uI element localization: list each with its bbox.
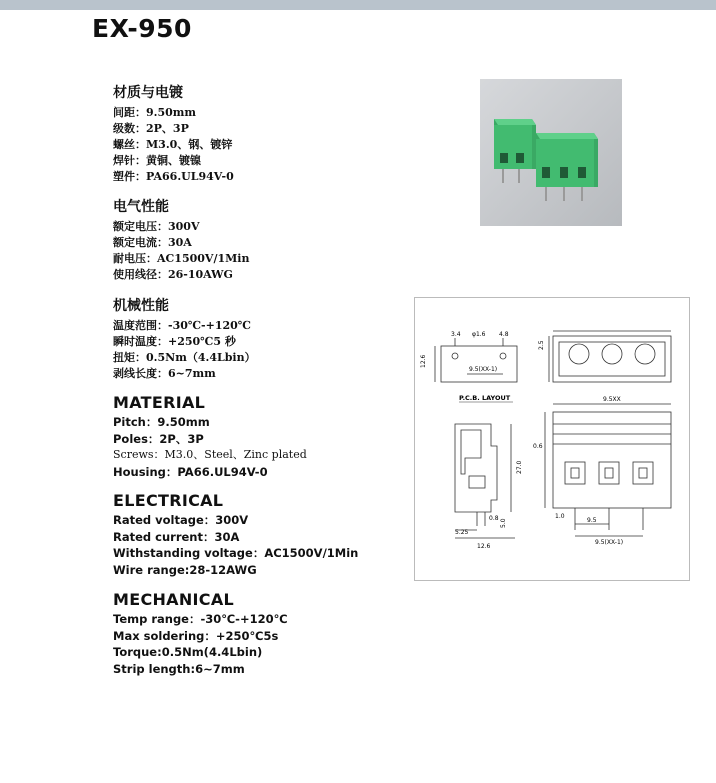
- top-strip: [0, 0, 716, 10]
- pcb-hole: [452, 353, 458, 359]
- en-electrical-line: Rated current：30A: [113, 529, 240, 544]
- en-material-line: Screws：M3.0、Steel、Zinc plated: [113, 448, 307, 461]
- cn-mechanical-section: [113, 295, 256, 382]
- cn-electrical-line: 额定电压：300V: [113, 220, 200, 233]
- cn-material-line: 塑件：PA66.UL94V-0: [113, 170, 234, 183]
- cn-material-line: 螺丝：M3.0、钢、镀锌: [113, 138, 233, 151]
- terminal-slot: [633, 462, 653, 484]
- cn-electrical-section: [113, 196, 249, 283]
- dim-label: 9.5: [587, 517, 597, 524]
- cn-electrical-line: 使用线径：26-10AWG: [113, 268, 233, 281]
- dim-label: φ1.6: [472, 331, 486, 338]
- terminal-slot: [599, 462, 619, 484]
- screw-hole: [635, 344, 655, 364]
- en-electrical-section: [113, 491, 358, 578]
- main-view-outline: [553, 412, 671, 508]
- cn-mechanical-line: 瞬时温度：+250℃5 秒: [113, 335, 236, 348]
- en-material-section: [113, 393, 307, 480]
- en-mechanical-heading: MECHANICAL: [113, 590, 235, 609]
- cn-electrical-heading: 电气性能: [113, 199, 169, 215]
- screw-hole: [569, 344, 589, 364]
- cn-electrical-line: 额定电流：30A: [113, 236, 192, 249]
- cn-mechanical-line: 剥线长度：6~7mm: [113, 367, 216, 380]
- technical-drawing: [414, 297, 690, 581]
- dim-label: 9.5(XX-1): [595, 539, 624, 546]
- product-photo: [480, 79, 622, 226]
- dim-label: 12.6: [420, 354, 427, 368]
- en-material-line: Housing：PA66.UL94V-0: [113, 464, 268, 479]
- en-mechanical-line: Max soldering：+250℃5s: [113, 628, 279, 643]
- dim-label: 3.4: [451, 331, 461, 338]
- dim-label: 9.5(XX-1): [469, 366, 498, 373]
- pcb-hole: [500, 353, 506, 359]
- cn-material-heading: 材质与电镀: [113, 85, 183, 101]
- cn-mechanical-line: 扭矩：0.5Nm（4.4Lbin）: [113, 351, 256, 364]
- pcb-footprint-outline: [441, 346, 517, 382]
- cn-material-line: 级数：2P、3P: [113, 122, 189, 135]
- screw-hole: [602, 344, 622, 364]
- en-material-line: Pitch：9.50mm: [113, 415, 210, 429]
- en-electrical-heading: ELECTRICAL: [113, 491, 224, 510]
- dim-label: 5.25: [455, 529, 469, 536]
- dim-label: 4.8: [499, 331, 509, 338]
- dim-label: 1.0: [555, 513, 565, 520]
- dim-label: 5.0: [500, 518, 507, 528]
- en-mechanical-line: Torque:0.5Nm(4.4Lbin): [113, 645, 263, 659]
- terminal-slot: [565, 462, 585, 484]
- en-electrical-line: Withstanding voltage：AC1500V/1Min: [113, 546, 359, 560]
- en-electrical-line: Rated voltage：300V: [113, 513, 249, 527]
- cn-material-section: [113, 82, 234, 185]
- cn-mechanical-line: 温度范围：-30℃-+120℃: [113, 319, 251, 332]
- dim-label: 27.0: [516, 460, 523, 474]
- dim-label: 9.5XX: [603, 396, 621, 403]
- pcb-layout-label: P.C.B. LAYOUT: [459, 394, 511, 402]
- en-mechanical-section: [113, 590, 288, 677]
- cn-mechanical-heading: 机械性能: [113, 298, 169, 314]
- dim-label: 0.8: [489, 515, 499, 522]
- dim-label: 12.6: [477, 543, 491, 550]
- cn-electrical-line: 耐电压：AC1500V/1Min: [113, 252, 250, 265]
- en-electrical-line: Wire range:28-12AWG: [113, 562, 257, 577]
- dim-label: 0.6: [533, 443, 543, 450]
- en-material-heading: MATERIAL: [113, 393, 206, 412]
- en-mechanical-line: Temp range：-30℃-+120℃: [113, 612, 288, 626]
- dim-label: 2.5: [538, 340, 545, 350]
- en-mechanical-line: Strip length:6~7mm: [113, 661, 245, 676]
- cn-material-line: 焊针：黄铜、镀镍: [113, 154, 201, 167]
- product-title: EX-950: [92, 14, 192, 43]
- en-material-line: Poles：2P、3P: [113, 431, 204, 446]
- cn-material-line: 间距：9.50mm: [113, 106, 197, 119]
